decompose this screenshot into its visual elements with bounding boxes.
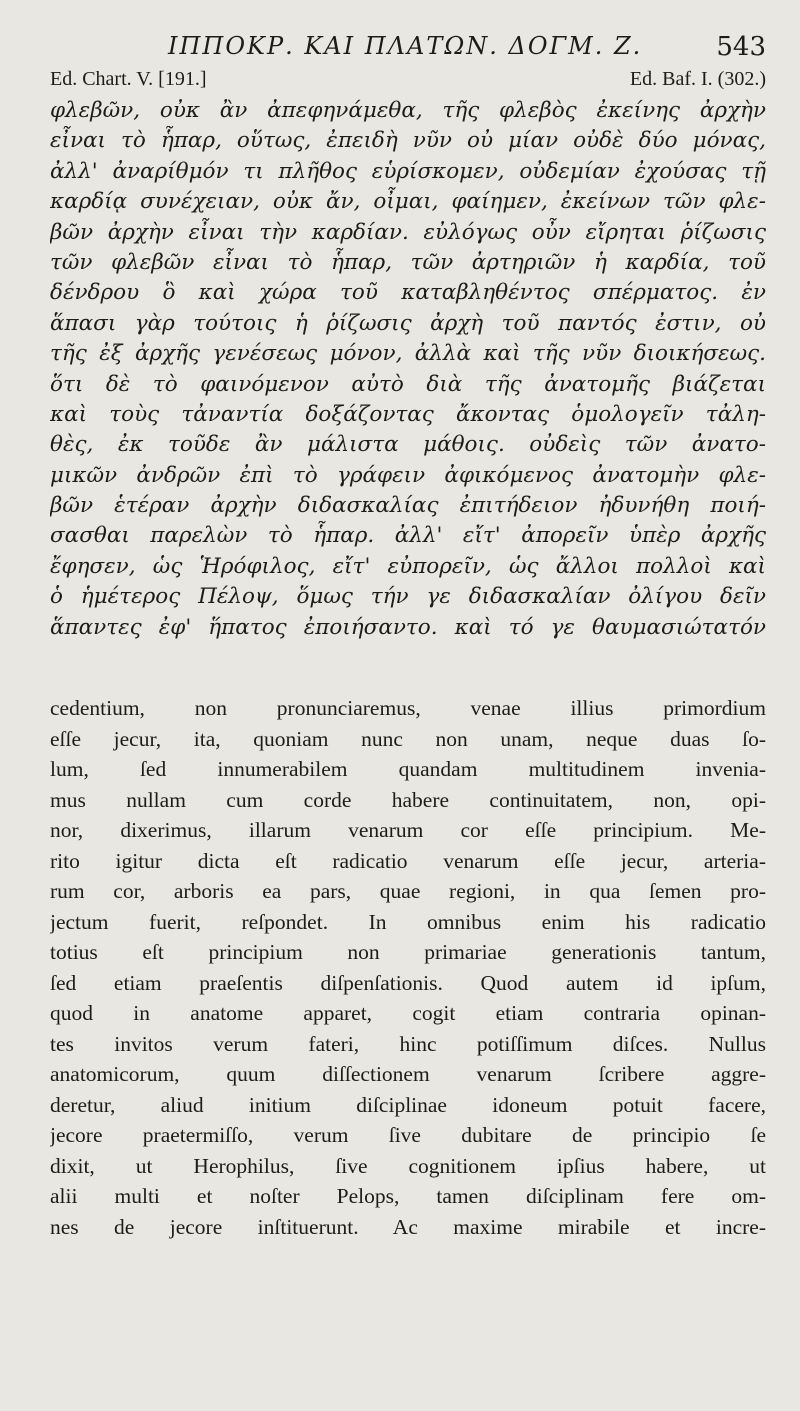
running-head [50,28,766,66]
latin-line: mus nullam cum corde habere continuitatem, non, opi- [50,787,766,812]
latin-line: lum, ſed innumerabilem quandam multitudinem invenia- [50,757,766,782]
greek-text-block [50,96,766,643]
greek-line: βῶν ἑτέραν ἀρχὴν διδασκαλίας ἐπιτήδειον ἠδυνήθη ποιή- [50,493,766,519]
edition-right: Ed. Baf. I. (302.) [629,68,766,90]
page-number: 543 [716,32,766,62]
greek-line: ὁ ἡμέτερος Πέλοψ, ὅμως τήν γε διδασκαλίαν ὀλίγου δεῖν [50,584,766,610]
running-title: ΙΠΠΟΚΡ. ΚΑΙ ΠΛΑΤΩΝ. ΔΟΓΜ. Ζ. [168,32,643,60]
greek-line: βῶν ἀρχὴν εἶναι τὴν καρδίαν. εὐλόγως οὖν εἴρηται ῥίζωσις [50,219,766,245]
greek-line: θὲς, ἐκ τοῦδε ἂν μάλιστα μάθοις. οὐδεὶς τῶν ἀνατο- [50,432,766,458]
greek-line: εἶναι τὸ ἧπαρ, οὕτως, ἐπειδὴ νῦν οὐ μίαν οὐδὲ δύο μόνας, [50,128,766,154]
greek-line: μικῶν ἀνδρῶν ἐπὶ τὸ γράφειν ἀφικόμενος ἀνατομὴν φλε- [50,462,766,488]
latin-line: eſſe jecur, ita, quoniam nunc non unam, neque duas ſo- [50,726,766,751]
greek-line: καὶ τοὺς τἀναντία δοξάζοντας ἄκοντας ὁμολογεῖν τἀλη- [50,401,766,427]
greek-line: τῶν φλεβῶν εἶναι τὸ ἧπαρ, τῶν ἀρτηριῶν ἡ καρδία, τοῦ [50,249,766,275]
greek-line: ὅτι δὲ τὸ φαινόμενον αὐτὸ διὰ τῆς ἀνατομῆς βιάζεται [50,371,766,397]
latin-line: dixit, ut Herophilus, ſive cognitionem ipſius habere, ut [50,1153,766,1178]
latin-text-block [50,693,766,1242]
latin-line: jecore praetermiſſo, verum ſive dubitare de principio ſe [50,1123,766,1148]
latin-line: alii multi et noſter Pelops, tamen diſciplinam fere om- [50,1184,766,1209]
latin-line: ſed etiam praeſentis diſpenſationis. Quod autem id ipſum, [50,970,766,995]
greek-line: ἔφησεν, ὡς Ἡρόφιλος, εἴτ' εὐπορεῖν, ὡς ἄλλοι πολλοὶ καὶ [50,553,766,579]
latin-line: tes invitos verum fateri, hinc potiſſimum diſces. Nullus [50,1031,766,1056]
greek-line: τῆς ἐξ ἀρχῆς γενέσεως μόνον, ἀλλὰ καὶ τῆς νῦν διοικήσεως. [50,341,766,367]
latin-line: jectum fuerit, reſpondet. In omnibus enim his radicatio [50,909,766,934]
greek-line: σασθαι παρελὼν τὸ ἧπαρ. ἀλλ' εἴτ' ἀπορεῖν ὑπὲρ ἀρχῆς [50,523,766,549]
latin-line: deretur, aliud initium diſciplinae idoneum potuit facere, [50,1092,766,1117]
latin-line: nor, dixerimus, illarum venarum cor eſſe principium. Me- [50,818,766,843]
latin-line: nes de jecore inſtituerunt. Ac maxime mirabile et incre- [50,1214,766,1239]
greek-line: ἅπαντες ἐφ' ἥπατος ἐποιήσαντο. καὶ τό γε θαυμασιώτατόν [50,614,766,640]
latin-line: rito igitur dicta eſt radicatio venarum eſſe jecur, arteria- [50,848,766,873]
greek-line: καρδίᾳ συνέχειαν, οὐκ ἄν, οἶμαι, φαίημεν, ἐκείνων τῶν φλε- [50,189,766,215]
edition-line [50,68,766,94]
latin-line: anatomicorum, quum diſſectionem venarum ſcribere aggre- [50,1062,766,1087]
greek-line: ἅπασι γὰρ τούτοις ἡ ῥίζωσις ἀρχὴ τοῦ παντός ἐστιν, οὐ [50,310,766,336]
latin-line: cedentium, non pronunciaremus, venae illius primordium [50,696,766,721]
greek-line: δένδρου ὃ καὶ χώρα τοῦ καταβληθέντος σπέρματος. ἐν [50,280,766,306]
latin-line: totius eſt principium non primariae generationis tantum, [50,940,766,965]
greek-line: φλεβῶν, οὐκ ἂν ἀπεφηνάμεθα, τῆς φλεβὸς ἐκείνης ἀρχὴν [50,98,766,123]
latin-line: quod in anatome apparet, cogit etiam contraria opinan- [50,1001,766,1026]
greek-line: ἀλλ' ἀναρίθμόν τι πλῆθος εὑρίσκομεν, οὐδεμίαν ἐχούσας τῇ [50,158,766,184]
edition-left: Ed. Chart. V. [191.] [50,68,207,90]
latin-line: rum cor, arboris ea pars, quae regioni, in qua ſemen pro- [50,879,766,904]
